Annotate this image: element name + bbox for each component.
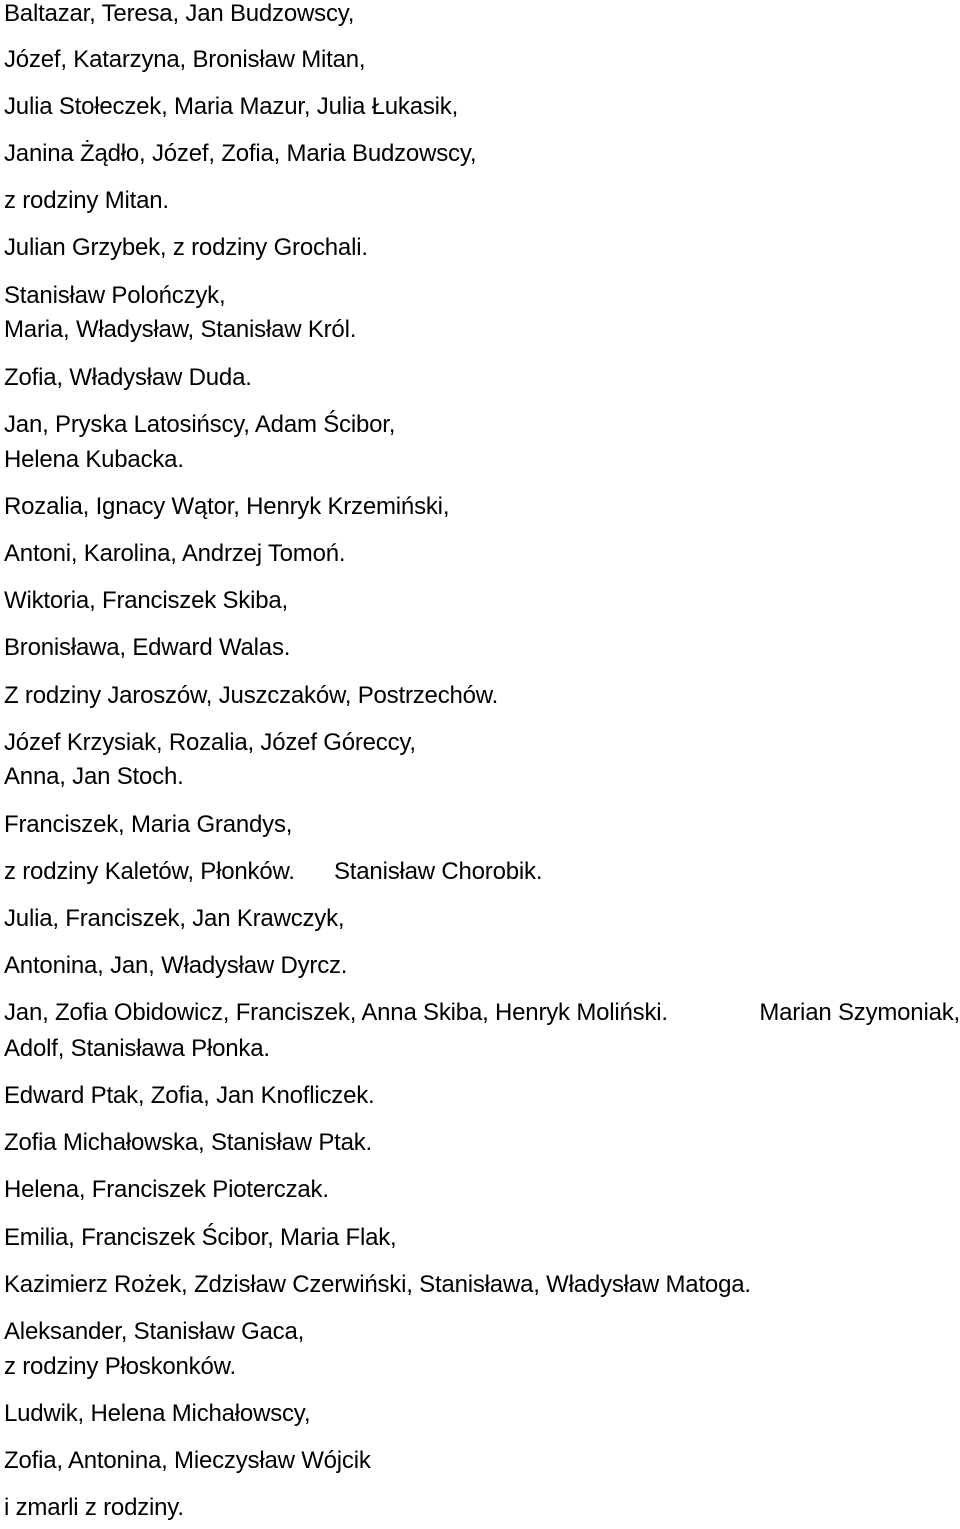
text-line: Antonina, Jan, Władysław Dyrcz. [4, 952, 348, 979]
text-line: Emilia, Franciszek Ścibor, Maria Flak, [4, 1224, 397, 1251]
text-line: Zofia Michałowska, Stanisław Ptak. [4, 1129, 373, 1156]
text-line: Ludwik, Helena Michałowscy, [4, 1400, 311, 1427]
text-line: Maria, Władysław, Stanisław Król. [4, 316, 357, 343]
text-line: Rozalia, Ignacy Wątor, Henryk Krzemiński, [4, 493, 450, 520]
text-line: Anna, Jan Stoch. [4, 763, 184, 790]
text-line: Julia Stołeczek, Maria Mazur, Julia Łukasik, [4, 93, 459, 120]
text-line: Bronisława, Edward Walas. [4, 634, 291, 661]
text-line: Jan, Pryska Latosińscy, Adam Ścibor, [4, 411, 396, 438]
text-line: z rodziny Płoskonków. [4, 1353, 236, 1380]
text-line: Z rodziny Jaroszów, Juszczaków, Postrzechów. [4, 682, 499, 709]
text-line: Edward Ptak, Zofia, Jan Knofliczek. [4, 1082, 375, 1109]
text-line: Baltazar, Teresa, Jan Budzowscy, [4, 0, 355, 27]
text-line: Józef Krzysiak, Rozalia, Józef Góreccy, [4, 729, 416, 756]
text-line: Zofia, Władysław Duda. [4, 364, 252, 391]
text-segment: z rodziny Kaletów, Płonków. [4, 858, 295, 885]
text-line: Antoni, Karolina, Andrzej Tomoń. [4, 540, 346, 567]
text-line: Janina Żądło, Józef, Zofia, Maria Budzowscy, [4, 140, 477, 167]
text-line: Wiktoria, Franciszek Skiba, [4, 587, 289, 614]
text-line: Józef, Katarzyna, Bronisław Mitan, [4, 46, 366, 73]
text-line: Adolf, Stanisława Płonka. [4, 1035, 270, 1062]
text-line: Helena Kubacka. [4, 446, 184, 473]
text-line: z rodziny Mitan. [4, 187, 169, 214]
text-segment: Stanisław Chorobik. [334, 858, 543, 885]
text-segment: Marian Szymoniak, [759, 999, 960, 1026]
text-line [4, 858, 543, 886]
text-line: Stanisław Polończyk, [4, 282, 226, 309]
text-line: Julian Grzybek, z rodziny Grochali. [4, 234, 368, 261]
text-line: Kazimierz Rożek, Zdzisław Czerwiński, Stanisława, Władysław Matoga. [4, 1271, 751, 1298]
text-line: Aleksander, Stanisław Gaca, [4, 1318, 305, 1345]
text-segment: Jan, Zofia Obidowicz, Franciszek, Anna Skiba, Henryk Moliński. [4, 999, 668, 1026]
text-line: Julia, Franciszek, Jan Krawczyk, [4, 905, 345, 932]
text-line: Helena, Franciszek Pioterczak. [4, 1176, 329, 1203]
text-line [4, 999, 958, 1027]
text-line: Zofia, Antonina, Mieczysław Wójcik [4, 1447, 371, 1474]
text-line: i zmarli z rodziny. [4, 1494, 184, 1521]
text-line: Franciszek, Maria Grandys, [4, 811, 293, 838]
